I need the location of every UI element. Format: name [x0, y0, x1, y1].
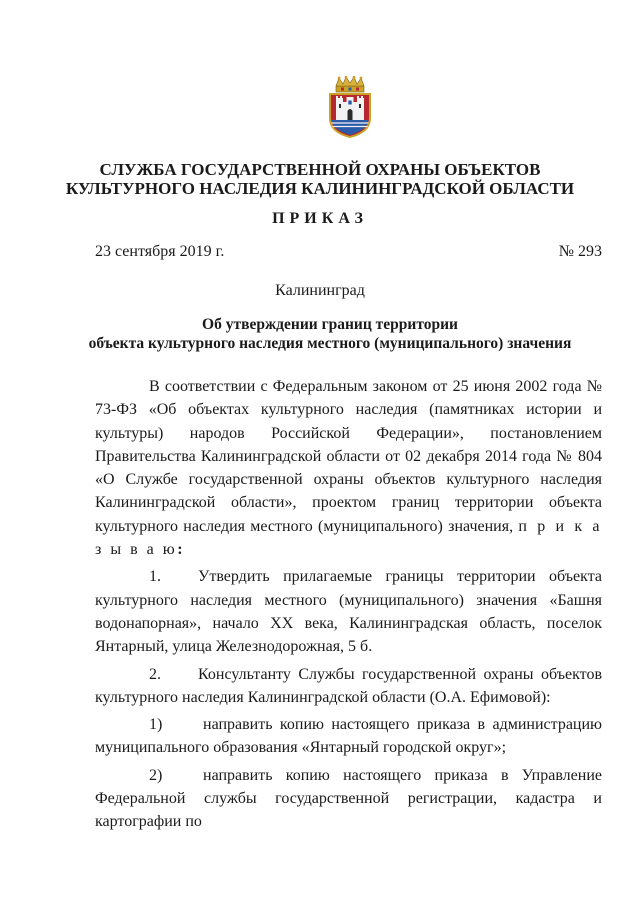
list-item-number: 2. [149, 665, 161, 683]
list-item-text: направить копию настоящего приказа в администрацию муниципального образования «Янтарный городской округ»; [95, 716, 602, 757]
organization-name-line-1: СЛУЖБА ГОСУДАРСТВЕННОЙ ОХРАНЫ ОБЪЕКТОВ [99, 160, 541, 179]
shield-icon [330, 94, 370, 137]
list-item [95, 663, 602, 710]
document-number: № 293 [558, 243, 602, 260]
document-date: 23 сентября 2019 г. [95, 243, 225, 260]
organization-name-line-2: КУЛЬТУРНОГО НАСЛЕДИЯ КАЛИНИНГРАДСКОЙ ОБЛАСТИ [65, 179, 575, 198]
kaliningrad-coat-of-arms-icon [324, 76, 376, 138]
document-subject-line-1: Об утверждении границ территории [202, 316, 458, 333]
document-city: Калининград [275, 282, 365, 299]
document-subject [60, 315, 600, 353]
document-body [95, 375, 602, 834]
list-item [95, 565, 602, 658]
preamble-paragraph [95, 375, 602, 561]
order-word-text: п р и к а з ы в а ю [95, 517, 603, 559]
list-item-text: Утвердить прилагаемые границы территории объекта культурного наследия местного (муниципального) значения «Башня водонапорная», начало ХХ века, Калининградская область, поселок Янтарный, улица Железнодорожная, 5 б. [95, 568, 602, 656]
preamble-text: В соответствии с Федеральным законом от 25 июня 2002 года № 73-ФЗ «Об объектах культурного наследия (памятниках истории и культуры) народов Российской Федерации», постановлением Правительства Калининградской области от 02 декабря 2014 года № 804 «О Службе государственной охраны объектов культурного наследия Калининградской области», проектом границ территории объекта культурного наследия местного (муниципального) значения, [95, 378, 602, 535]
document-subject-line-2: объекта культурного наследия местного (муниципального) значения [88, 335, 572, 352]
document-type-title: ПРИКАЗ [272, 210, 368, 227]
list-item [95, 764, 602, 834]
list-item-number: 1. [149, 568, 161, 586]
order-colon: : [177, 541, 183, 559]
list-item-text: Консультанту Службы государственной охраны объектов культурного наследия Калининградской области (О.А. Ефимовой): [95, 665, 602, 706]
crown-icon [336, 76, 364, 92]
list-item-number: 1) [149, 716, 163, 734]
list-item [95, 713, 602, 760]
list-item-text: направить копию настоящего приказа в Управление Федеральной службы государственной регистрации, кадастра и картографии по [95, 766, 602, 831]
list-item-number: 2) [149, 766, 163, 784]
organization-name [60, 160, 580, 198]
